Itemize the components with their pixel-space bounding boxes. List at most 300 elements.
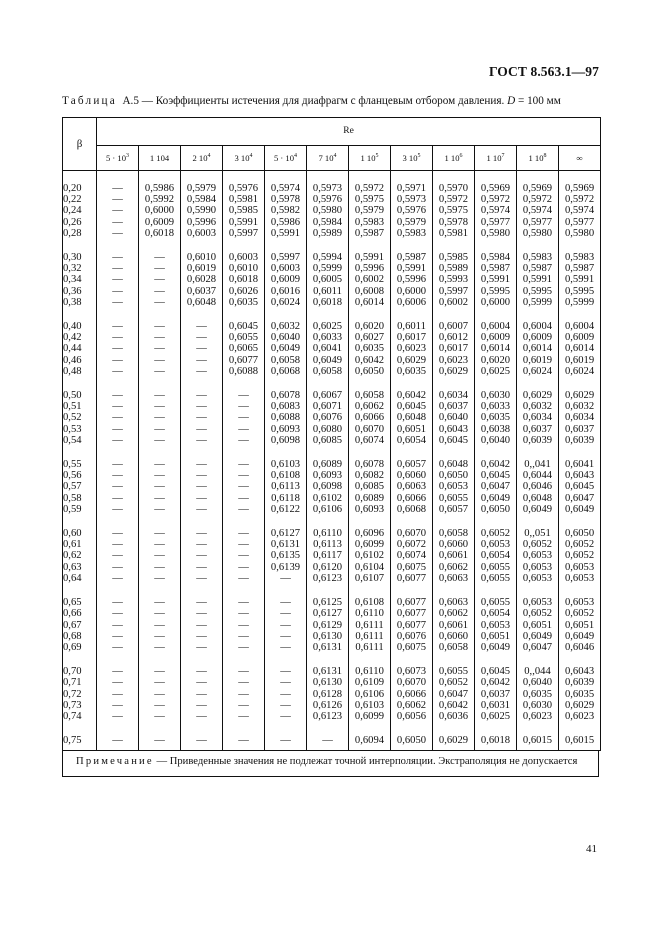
beta-value: 0,57 xyxy=(63,481,82,493)
coefficient-value: 0,6123 xyxy=(312,710,343,722)
coefficient-value: 0,5971 xyxy=(396,183,427,194)
coefficient-value: — xyxy=(280,641,291,653)
coefficient-value: 0,5997 xyxy=(270,252,301,264)
coefficient-value: — xyxy=(154,677,165,689)
coefficient-value: 0,6058 xyxy=(438,528,469,540)
coefficient-cell xyxy=(391,659,433,728)
re-column-header xyxy=(307,145,349,170)
coefficient-value: 0,6106 xyxy=(312,503,343,515)
coefficient-value: — xyxy=(154,550,165,562)
coefficient-value: 0,6004 xyxy=(564,321,595,333)
coefficient-cell xyxy=(475,245,517,314)
re-column-mantissa: 1 10 xyxy=(486,152,502,163)
caption-title: — Коэффициенты истечения для диафрагм с фланцевым отбором давления. xyxy=(138,95,508,107)
coefficient-value: 0,6077 xyxy=(396,597,427,609)
coefficient-value: 0,5984 xyxy=(312,216,343,228)
beta-value: 0,40 xyxy=(63,321,82,333)
re-column-header xyxy=(181,145,223,170)
coefficient-value: 0,6048 xyxy=(522,492,553,504)
coefficient-value: — xyxy=(112,630,123,642)
re-column-mantissa: 1 10 xyxy=(528,152,544,163)
beta-value: 0,28 xyxy=(63,227,82,239)
coefficient-value: 0,6040 xyxy=(438,412,469,424)
coefficient-value: 0,6035 xyxy=(354,343,385,355)
coefficient-value: 0,6063 xyxy=(438,597,469,609)
coefficient-cell xyxy=(97,521,139,590)
coefficient-value: 0,6062 xyxy=(354,401,385,413)
coefficient-value: 0,6131 xyxy=(312,666,343,678)
re-column-exponent: 4 xyxy=(333,152,337,159)
coefficient-value: 0,6039 xyxy=(564,677,595,689)
re-column-exponent: 6 xyxy=(459,152,463,159)
beta-value: 0,68 xyxy=(63,630,82,642)
coefficient-value: — xyxy=(112,492,123,504)
beta-value: 0,53 xyxy=(63,423,82,435)
coefficient-value: — xyxy=(112,285,123,297)
coefficient-value: — xyxy=(112,528,123,540)
coefficient-value: 0,6117 xyxy=(313,550,342,562)
coefficient-value: 0,6037 xyxy=(522,423,553,435)
coefficient-value: — xyxy=(238,608,249,620)
coefficient-value: — xyxy=(196,608,207,620)
coefficient-value: — xyxy=(154,365,165,377)
coefficient-cell xyxy=(265,728,307,751)
document-code: ГОСТ 8.563.1—97 xyxy=(488,64,599,79)
coefficient-cell xyxy=(265,590,307,659)
coefficient-value: — xyxy=(112,561,123,573)
coefficient-value: 0,6004 xyxy=(522,321,553,333)
coefficient-value: 0,6068 xyxy=(396,503,427,515)
coefficient-value: — xyxy=(238,539,249,551)
coefficient-cell xyxy=(223,171,265,246)
coefficient-value: 0,6128 xyxy=(312,688,343,700)
coefficient-value: 0,6052 xyxy=(564,608,595,620)
coefficient-cell xyxy=(181,521,223,590)
coefficient-value: 0,6045 xyxy=(396,401,427,413)
coefficient-value: 0,5978 xyxy=(438,216,469,228)
re-column-mantissa: ∞ xyxy=(576,152,583,163)
coefficient-cell xyxy=(517,659,559,728)
coefficient-value: — xyxy=(112,608,123,620)
coefficient-value: — xyxy=(196,401,207,413)
beta-value: 0,61 xyxy=(63,539,82,551)
coefficient-value: 0,6131 xyxy=(312,641,343,653)
coefficient-value: 0,6029 xyxy=(564,390,595,402)
coefficient-value: — xyxy=(154,666,165,678)
coefficient-value: — xyxy=(196,492,207,504)
beta-cell xyxy=(63,728,97,751)
coefficient-value: 0,5996 xyxy=(396,274,427,286)
coefficient-cell xyxy=(475,171,517,246)
beta-header: β xyxy=(63,118,97,171)
beta-cell xyxy=(63,452,97,521)
coefficient-value: — xyxy=(154,285,165,297)
coefficient-value: — xyxy=(154,608,165,620)
beta-value: 0,67 xyxy=(63,619,82,631)
coefficient-value: 0,6070 xyxy=(396,528,427,540)
coefficient-value: — xyxy=(154,699,165,711)
coefficient-value: 0,6026 xyxy=(228,285,259,297)
coefficient-value: — xyxy=(196,572,207,584)
coefficient-value: — xyxy=(154,401,165,413)
coefficient-cell xyxy=(223,452,265,521)
re-column-header xyxy=(559,145,601,170)
coefficient-value: — xyxy=(196,354,207,366)
coefficient-value: — xyxy=(154,390,165,402)
coefficient-value: 0,6017 xyxy=(438,343,469,355)
coefficient-value: 0,5999 xyxy=(522,296,553,308)
coefficient-value: 0,5981 xyxy=(438,227,469,239)
coefficient-value: 0,6102 xyxy=(354,550,385,562)
coefficient-value: 0,5983 xyxy=(564,252,595,264)
coefficient-value: — xyxy=(280,677,291,689)
coefficient-value: 0,6083 xyxy=(270,401,301,413)
coefficient-value: 0,6053 xyxy=(564,597,595,609)
coefficient-value: 0,6053 xyxy=(564,572,595,584)
coefficient-value: 0,6129 xyxy=(312,619,343,631)
coefficient-value: — xyxy=(196,423,207,435)
coefficient-value: — xyxy=(196,321,207,333)
re-column-mantissa: 2 10 xyxy=(192,152,208,163)
coefficient-value: 0,5969 xyxy=(564,183,595,194)
coefficient-value: 0,6113 xyxy=(313,539,342,551)
coefficient-cell xyxy=(223,245,265,314)
coefficient-value: — xyxy=(112,619,123,631)
coefficient-value: — xyxy=(196,666,207,678)
coefficient-value: 0,5980 xyxy=(312,205,343,217)
coefficient-cell xyxy=(307,452,349,521)
beta-value: 0,75 xyxy=(63,735,82,747)
table-row-group xyxy=(63,521,601,590)
re-column-header xyxy=(223,145,265,170)
coefficient-value: 0,6139 xyxy=(270,561,301,573)
coefficient-cell xyxy=(97,383,139,452)
coefficient-value: 0,5991 xyxy=(480,274,511,286)
coefficient-value: 0,5969 xyxy=(480,183,511,194)
coefficient-value: 0,6098 xyxy=(312,481,343,493)
coefficient-value: 0,6049 xyxy=(522,503,553,515)
coefficient-value: — xyxy=(154,274,165,286)
coefficient-value: — xyxy=(112,401,123,413)
coefficient-value: 0,6127 xyxy=(270,528,301,540)
coefficient-cell xyxy=(97,452,139,521)
coefficient-value: 0,6066 xyxy=(396,688,427,700)
coefficient-cell xyxy=(433,590,475,659)
coefficient-value: 0,6111 xyxy=(355,630,384,642)
coefficient-value: 0,5976 xyxy=(396,205,427,217)
coefficient-cell xyxy=(559,383,601,452)
coefficient-value: 0,6062 xyxy=(438,561,469,573)
coefficient-value: 0,6067 xyxy=(312,390,343,402)
coefficient-value: 0,6014 xyxy=(522,343,553,355)
coefficient-value: — xyxy=(238,492,249,504)
coefficient-value: — xyxy=(196,550,207,562)
coefficient-cell xyxy=(517,590,559,659)
coefficient-value: — xyxy=(154,481,165,493)
coefficient-value: 0,6042 xyxy=(480,459,511,471)
coefficient-cell xyxy=(139,383,181,452)
coefficient-value: 0,5983 xyxy=(522,252,553,264)
coefficient-value: 0,6108 xyxy=(270,470,301,482)
coefficient-cell xyxy=(475,314,517,383)
coefficient-value: 0,5991 xyxy=(522,274,553,286)
coefficient-value: 0,5972 xyxy=(438,194,469,206)
coefficient-value: 0,6126 xyxy=(312,699,343,711)
coefficient-value: 0,6025 xyxy=(312,321,343,333)
coefficient-value: 0,6009 xyxy=(522,332,553,344)
coefficient-value: 0,6046 xyxy=(522,481,553,493)
coefficient-value: — xyxy=(238,735,249,747)
coefficient-value: 0,5979 xyxy=(186,183,217,194)
coefficient-value: 0,6012 xyxy=(438,332,469,344)
coefficient-value: — xyxy=(154,252,165,264)
coefficient-value: 0,6049 xyxy=(522,630,553,642)
coefficient-value: 0,6131 xyxy=(270,539,301,551)
page-number: 41 xyxy=(586,843,597,855)
coefficient-value: 0,6047 xyxy=(438,688,469,700)
coefficient-value: 0,6052 xyxy=(438,677,469,689)
coefficient-value: 0,6127 xyxy=(312,608,343,620)
re-column-header xyxy=(433,145,475,170)
coefficient-cell xyxy=(307,171,349,246)
coefficient-cell xyxy=(349,452,391,521)
re-column-exponent: 5 xyxy=(375,152,379,159)
coefficient-value: — xyxy=(280,630,291,642)
coefficient-value: 0,6102 xyxy=(312,492,343,504)
re-column-mantissa: 1 104 xyxy=(149,152,170,163)
coefficient-value: 0,6018 xyxy=(228,274,259,286)
coefficient-cell xyxy=(265,171,307,246)
coefficient-value: — xyxy=(154,343,165,355)
coefficient-value: — xyxy=(112,296,123,308)
coefficient-value: 0,6050 xyxy=(564,528,595,540)
coefficient-value: 0,6037 xyxy=(186,285,217,297)
coefficient-value: — xyxy=(154,688,165,700)
coefficient-value: — xyxy=(196,561,207,573)
coefficient-value: 0,5987 xyxy=(354,227,385,239)
coefficient-value: 0,6085 xyxy=(312,434,343,446)
coefficient-cell xyxy=(475,383,517,452)
coefficient-value: — xyxy=(238,550,249,562)
coefficient-value: 0,6044 xyxy=(522,470,553,482)
coefficient-value: — xyxy=(322,735,333,747)
coefficient-value: 0,5987 xyxy=(480,263,511,275)
coefficient-value: 0,5977 xyxy=(564,216,595,228)
coefficient-value: 0,6035 xyxy=(396,365,427,377)
coefficient-value: — xyxy=(112,572,123,584)
coefficient-cell xyxy=(223,383,265,452)
coefficient-value: 0,6055 xyxy=(438,666,469,678)
beta-value: 0,69 xyxy=(63,641,82,653)
coefficient-value: 0,6053 xyxy=(438,481,469,493)
coefficient-value: — xyxy=(154,539,165,551)
coefficient-value: 0,6094 xyxy=(354,735,385,747)
coefficient-value: 0,6109 xyxy=(354,677,385,689)
coefficient-value: 0,6015 xyxy=(564,735,595,747)
coefficient-value: 0,6034 xyxy=(564,412,595,424)
coefficient-value: 0,6024 xyxy=(270,296,301,308)
coefficient-value: 0,6082 xyxy=(354,470,385,482)
coefficient-value: 0,6010 xyxy=(228,263,259,275)
beta-cell xyxy=(63,314,97,383)
coefficient-value: — xyxy=(112,183,123,194)
beta-value: 0,65 xyxy=(63,597,82,609)
coefficient-value: 0,6029 xyxy=(438,735,469,747)
coefficient-value: — xyxy=(196,434,207,446)
coefficient-cell xyxy=(349,728,391,751)
coefficient-value: — xyxy=(280,688,291,700)
re-column-mantissa: 3 10 xyxy=(402,152,418,163)
beta-cell xyxy=(63,245,97,314)
coefficient-value: 0,6029 xyxy=(522,390,553,402)
coefficient-value: — xyxy=(238,688,249,700)
caption-number: А.5 xyxy=(122,95,139,107)
note-label: Примечание xyxy=(76,756,154,767)
re-column-mantissa: 3 10 xyxy=(234,152,250,163)
coefficient-value: 0,6122 xyxy=(270,503,301,515)
coefficient-value: 0,6051 xyxy=(480,630,511,642)
coefficient-cell xyxy=(181,171,223,246)
coefficient-value: — xyxy=(154,296,165,308)
coefficient-value: 0,6029 xyxy=(564,699,595,711)
coefficient-value: 0,6000 xyxy=(480,296,511,308)
coefficient-cell xyxy=(349,590,391,659)
coefficient-value: 0,5984 xyxy=(186,194,217,206)
coefficient-value: 0,6049 xyxy=(312,354,343,366)
coefficient-value: — xyxy=(196,641,207,653)
coefficient-cell xyxy=(559,171,601,246)
coefficient-value: — xyxy=(196,332,207,344)
coefficient-value: — xyxy=(112,699,123,711)
coefficient-value: 0,6046 xyxy=(564,641,595,653)
coefficient-value: 0,6085 xyxy=(354,481,385,493)
coefficient-value: 0,6002 xyxy=(438,296,469,308)
coefficient-value: 0,5990 xyxy=(186,205,217,217)
coefficient-value: 0,5986 xyxy=(144,183,175,194)
coefficient-value: 0,5995 xyxy=(564,285,595,297)
re-column-exponent: 4 xyxy=(294,152,298,159)
coefficient-value: — xyxy=(154,459,165,471)
coefficient-value: — xyxy=(238,434,249,446)
coefficient-cell xyxy=(181,314,223,383)
coefficient-value: 0,6120 xyxy=(312,561,343,573)
coefficient-value: 0,6060 xyxy=(438,539,469,551)
coefficient-cell xyxy=(559,314,601,383)
coefficient-value: 0,6110 xyxy=(355,608,384,620)
coefficient-value: — xyxy=(238,572,249,584)
coefficient-value: 0,5981 xyxy=(228,194,259,206)
beta-value: 0,36 xyxy=(63,285,82,297)
beta-value: 0,26 xyxy=(63,216,82,228)
coefficient-value: 0,6096 xyxy=(354,528,385,540)
coefficient-cell xyxy=(97,314,139,383)
coefficient-value: — xyxy=(112,503,123,515)
coefficient-value: — xyxy=(112,735,123,747)
coefficient-value: 0,6019 xyxy=(522,354,553,366)
coefficient-cell xyxy=(475,521,517,590)
coefficient-cell xyxy=(475,728,517,751)
coefficient-value: — xyxy=(238,619,249,631)
coefficient-value: 0,6023 xyxy=(396,343,427,355)
coefficient-value: — xyxy=(112,390,123,402)
beta-cell xyxy=(63,521,97,590)
coefficient-cell xyxy=(433,659,475,728)
coefficient-value: — xyxy=(112,710,123,722)
coefficient-value: — xyxy=(154,561,165,573)
coefficient-value: — xyxy=(112,205,123,217)
coefficient-value: 0,6055 xyxy=(480,561,511,573)
coefficient-value: 0,6037 xyxy=(480,688,511,700)
beta-value: 0,59 xyxy=(63,503,82,515)
coefficient-cell xyxy=(97,659,139,728)
coefficient-value: 0,6048 xyxy=(186,296,217,308)
coefficient-value: 0,6029 xyxy=(438,365,469,377)
beta-value: 0,70 xyxy=(63,666,82,678)
coefficient-value: 0,5976 xyxy=(228,183,259,194)
coefficient-value: 0,6061 xyxy=(438,619,469,631)
coefficient-value: 0,6053 xyxy=(522,572,553,584)
coefficient-value: 0,6002 xyxy=(354,274,385,286)
coefficient-value: 0,5976 xyxy=(312,194,343,206)
beta-value: 0,55 xyxy=(63,459,82,471)
coefficient-cell xyxy=(307,314,349,383)
coefficient-value: 0,6049 xyxy=(480,492,511,504)
coefficient-value: 0,5991 xyxy=(228,216,259,228)
coefficient-value: 0,6030 xyxy=(522,699,553,711)
coefficient-cell xyxy=(475,590,517,659)
coefficient-value: 0,6053 xyxy=(522,550,553,562)
coefficient-cell xyxy=(559,659,601,728)
coefficient-value: 0,6089 xyxy=(312,459,343,471)
coefficient-value: 0,6058 xyxy=(354,390,385,402)
coefficient-cell xyxy=(223,728,265,751)
re-column-exponent: 8 xyxy=(543,152,547,159)
coefficient-value: 0,5984 xyxy=(480,252,511,264)
beta-value: 0,42 xyxy=(63,332,82,344)
coefficient-value: 0,5995 xyxy=(480,285,511,297)
coefficient-value: — xyxy=(112,459,123,471)
coefficient-value: — xyxy=(154,412,165,424)
re-column-mantissa: 1 10 xyxy=(360,152,376,163)
coefficient-value: 0,6000 xyxy=(144,205,175,217)
coefficient-value: — xyxy=(112,434,123,446)
coefficient-value: 0,5972 xyxy=(522,194,553,206)
coefficient-value: 0,6011 xyxy=(313,285,342,297)
coefficient-value: 0,5997 xyxy=(228,227,259,239)
beta-value: 0,66 xyxy=(63,608,82,620)
coefficient-value: 0,6052 xyxy=(522,608,553,620)
coefficient-value: — xyxy=(112,412,123,424)
coefficient-value: 0,6045 xyxy=(480,470,511,482)
beta-value: 0,54 xyxy=(63,434,82,446)
coefficient-cell xyxy=(307,728,349,751)
table-row-group xyxy=(63,245,601,314)
coefficient-value: 0,,041 xyxy=(524,459,551,471)
coefficient-value: — xyxy=(238,401,249,413)
coefficient-value: — xyxy=(154,321,165,333)
coefficient-value: 0,6058 xyxy=(312,365,343,377)
coefficient-cell xyxy=(139,659,181,728)
coefficient-value: 0,6103 xyxy=(270,459,301,471)
coefficient-value: 0,6052 xyxy=(522,539,553,551)
beta-cell xyxy=(63,383,97,452)
coefficient-value: 0,6040 xyxy=(522,677,553,689)
coefficient-value: 0,5972 xyxy=(564,194,595,206)
coefficient-value: 0,5999 xyxy=(312,263,343,275)
coefficient-value: — xyxy=(280,608,291,620)
coefficient-value: 0,6049 xyxy=(564,630,595,642)
coefficient-cell xyxy=(181,659,223,728)
